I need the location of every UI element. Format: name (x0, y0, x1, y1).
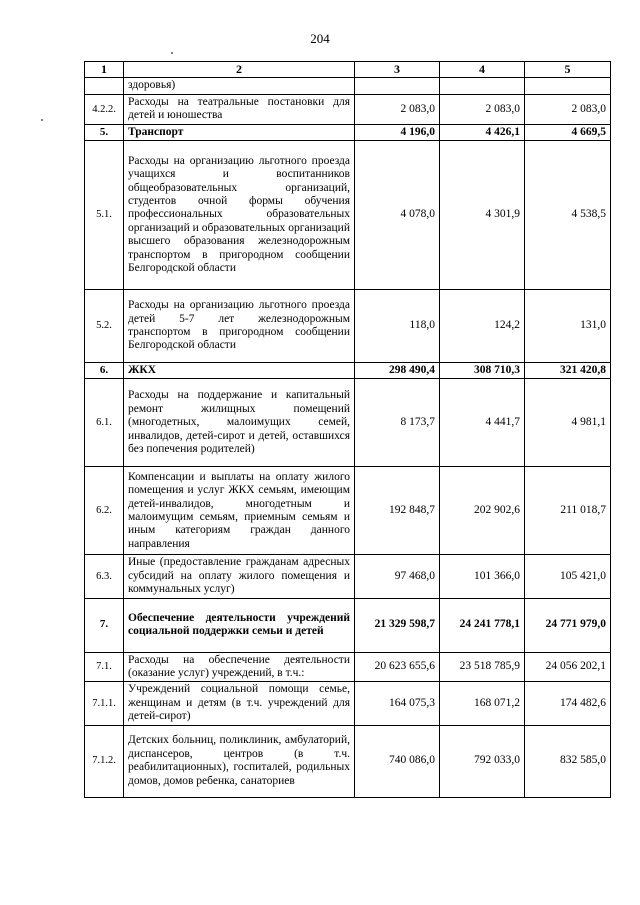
row-value-year-2: 168 071,2 (440, 682, 525, 725)
table-row (85, 598, 611, 652)
row-name: Обеспечение деятельности учреждений социальной поддержки семьи и детей (124, 598, 355, 652)
row-code: 4.2.2. (85, 94, 124, 124)
row-value-year-2: 792 033,0 (440, 725, 525, 797)
page-number: 204 (310, 31, 330, 46)
row-name: Транспорт (124, 124, 355, 140)
row-value-year-1: 192 848,7 (355, 467, 440, 555)
row-code: 6. (85, 363, 124, 379)
row-value-year-3: 4 538,5 (525, 141, 611, 290)
row-value-year-1: 4 196,0 (355, 124, 440, 140)
row-code: 5.2. (85, 290, 124, 363)
row-value-year-3: 321 420,8 (525, 363, 611, 379)
header-row (85, 62, 611, 78)
row-code (85, 78, 124, 94)
table-row (85, 379, 611, 467)
row-name: Расходы на организацию льготного проезда учащихся и воспитанников общеобразовательных организаций, студентов очной формы обучения профессиональных образовательных организаций и образовательных организаций высшего образования железнодорожным транспортом в пригородном сообщении Белгородской области (124, 141, 355, 290)
row-code: 7. (85, 598, 124, 652)
row-code: 5. (85, 124, 124, 140)
row-value-year-3: 131,0 (525, 290, 611, 363)
row-name: Детских больниц, поликлиник, амбулаторий, диспансеров, центров (в т.ч. реабилитационных), госпиталей, родильных домов, домов ребенка, санаториев (124, 725, 355, 797)
row-value-year-1 (355, 78, 440, 94)
table-row (85, 725, 611, 797)
row-name: Учреждений социальной помощи семье, женщинам и детям (в т.ч. учреждений для детей-сирот) (124, 682, 355, 725)
row-value-year-2: 124,2 (440, 290, 525, 363)
row-name: ЖКХ (124, 363, 355, 379)
column-header-name: 2 (124, 62, 355, 78)
row-value-year-2: 4 301,9 (440, 141, 525, 290)
row-value-year-3: 174 482,6 (525, 682, 611, 725)
table-row (85, 363, 611, 379)
row-value-year-1: 164 075,3 (355, 682, 440, 725)
row-value-year-3: 24 771 979,0 (525, 598, 611, 652)
row-value-year-2: 4 426,1 (440, 124, 525, 140)
row-code: 7.1.1. (85, 682, 124, 725)
row-value-year-3: 211 018,7 (525, 467, 611, 555)
row-value-year-1: 8 173,7 (355, 379, 440, 467)
row-value-year-3: 832 585,0 (525, 725, 611, 797)
row-value-year-2 (440, 78, 525, 94)
row-name: здоровья) (124, 78, 355, 94)
table-row (85, 652, 611, 682)
row-value-year-1: 740 086,0 (355, 725, 440, 797)
row-name: Компенсации и выплаты на оплату жилого помещения и услуг ЖКХ семьям, имеющим детей-инвалидов, многодетным и малоимущим семьям, приемным семьям и иным категориям граждан данного направления (124, 467, 355, 555)
scan-speck (41, 119, 43, 121)
row-name: Расходы на поддержание и капитальный ремонт жилищных помещений (многодетных, малоимущих семей, инвалидов, детей-сирот и детей, оставшихся без попечения родителей) (124, 379, 355, 467)
row-value-year-1: 298 490,4 (355, 363, 440, 379)
column-header-year-1: 3 (355, 62, 440, 78)
row-value-year-3 (525, 78, 611, 94)
table-row (85, 555, 611, 598)
row-value-year-2: 4 441,7 (440, 379, 525, 467)
row-code: 6.3. (85, 555, 124, 598)
table-row (85, 682, 611, 725)
column-header-year-3: 5 (525, 62, 611, 78)
row-name: Расходы на организацию льготного проезда детей 5-7 лет железнодорожным транспортом в пригородном сообщении Белгородской области (124, 290, 355, 363)
row-value-year-3: 4 981,1 (525, 379, 611, 467)
row-value-year-1: 118,0 (355, 290, 440, 363)
row-value-year-1: 4 078,0 (355, 141, 440, 290)
table-row (85, 290, 611, 363)
row-value-year-1: 2 083,0 (355, 94, 440, 124)
row-value-year-1: 20 623 655,6 (355, 652, 440, 682)
column-header-code: 1 (85, 62, 124, 78)
row-value-year-2: 24 241 778,1 (440, 598, 525, 652)
column-header-year-2: 4 (440, 62, 525, 78)
row-value-year-2: 202 902,6 (440, 467, 525, 555)
row-value-year-1: 21 329 598,7 (355, 598, 440, 652)
row-value-year-3: 105 421,0 (525, 555, 611, 598)
row-code: 7.1. (85, 652, 124, 682)
row-name: Расходы на театральные постановки для детей и юношества (124, 94, 355, 124)
row-value-year-2: 23 518 785,9 (440, 652, 525, 682)
row-value-year-3: 4 669,5 (525, 124, 611, 140)
row-code: 7.1.2. (85, 725, 124, 797)
scan-speck (171, 52, 173, 54)
row-code: 5.1. (85, 141, 124, 290)
row-value-year-2: 308 710,3 (440, 363, 525, 379)
row-value-year-3: 24 056 202,1 (525, 652, 611, 682)
row-code: 6.2. (85, 467, 124, 555)
row-value-year-2: 2 083,0 (440, 94, 525, 124)
budget-table (84, 61, 611, 798)
row-value-year-2: 101 366,0 (440, 555, 525, 598)
table-row (85, 467, 611, 555)
row-value-year-3: 2 083,0 (525, 94, 611, 124)
row-code: 6.1. (85, 379, 124, 467)
table-row (85, 124, 611, 140)
table-row (85, 78, 611, 94)
row-name: Иные (предоставление гражданам адресных субсидий на оплату жилого помещения и коммунальных услуг) (124, 555, 355, 598)
row-value-year-1: 97 468,0 (355, 555, 440, 598)
table-row (85, 94, 611, 124)
table-row (85, 141, 611, 290)
row-name: Расходы на обеспечение деятельности (оказание услуг) учреждений, в т.ч.: (124, 652, 355, 682)
